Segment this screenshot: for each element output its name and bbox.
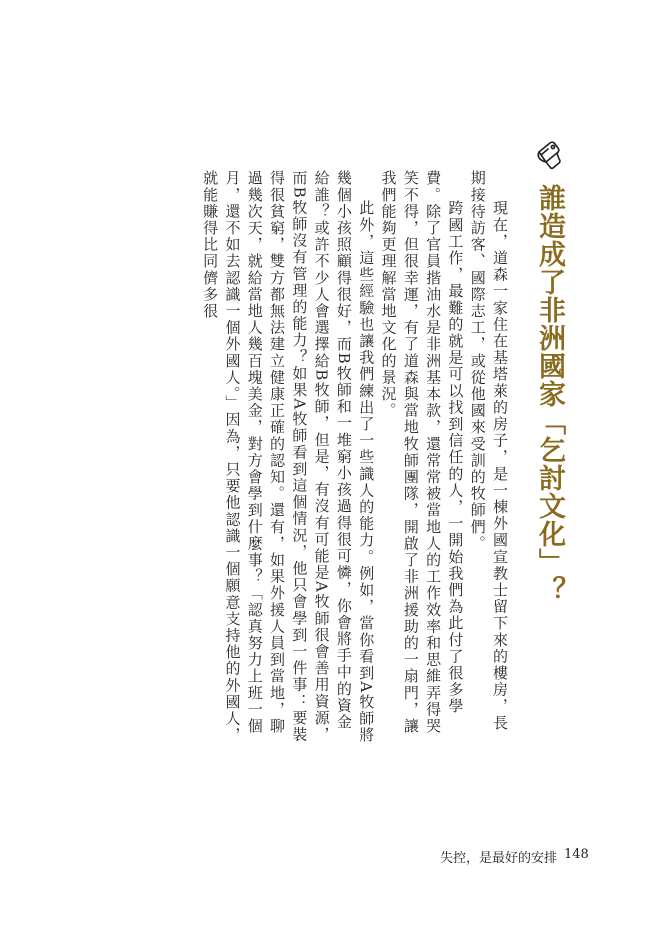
page-footer [440, 847, 610, 869]
marker-pen-icon [536, 140, 562, 172]
body-text [199, 170, 511, 745]
paragraph: 現在，道森一家住在基塔萊的房子，是一棟外國宣教士留下來的樓房，長期接待訪客、國際志工，或從他國來受訓的牧師們。 [468, 170, 509, 732]
section-heading [532, 140, 566, 604]
running-title: 失控，是最好的安排 [440, 851, 558, 866]
page-number: 148 [564, 847, 589, 862]
section-title: 誰造成了非洲國家「乞討文化」？ [534, 184, 565, 604]
paragraph: 跨國工作，最難的就是可以找到信任的人，一開始我們為此付了很多學費。除了官員揩油水是非洲基本款，還常常被當地人的工作效率和思維弄得哭笑不得，但很幸運，有了道森與當地牧師團隊，開啟了非洲援助的一扇門，讓我們能夠更理解當地文化的景況。 [379, 170, 465, 735]
paragraph: 此外，這些經驗也讓我們練出了一些識人的能力。例如，當你看到A牧師將幾個小孩照顧得很好，而B牧師和一堆窮小孩過得很可憐，你會將手中的資金給誰？或許不少人會選擇給B牧師，但是，有沒有可能是A牧師很會善用資源，而B牧師沒有管理的能力？如果A牧師看到這個情況，他只會學到一件事：要裝得很貧窮，雙方都無法建立健康正確的認知。還有，如果外援人員到當地，聊過幾次天，就給當地人幾百塊美金，對方會學到什麼事？「認真努力上班一個月，還不如去認識一個外國人。」因為，只要他認識一個願意支持他的外國人，就能賺得比同儕多很 [201, 170, 376, 744]
